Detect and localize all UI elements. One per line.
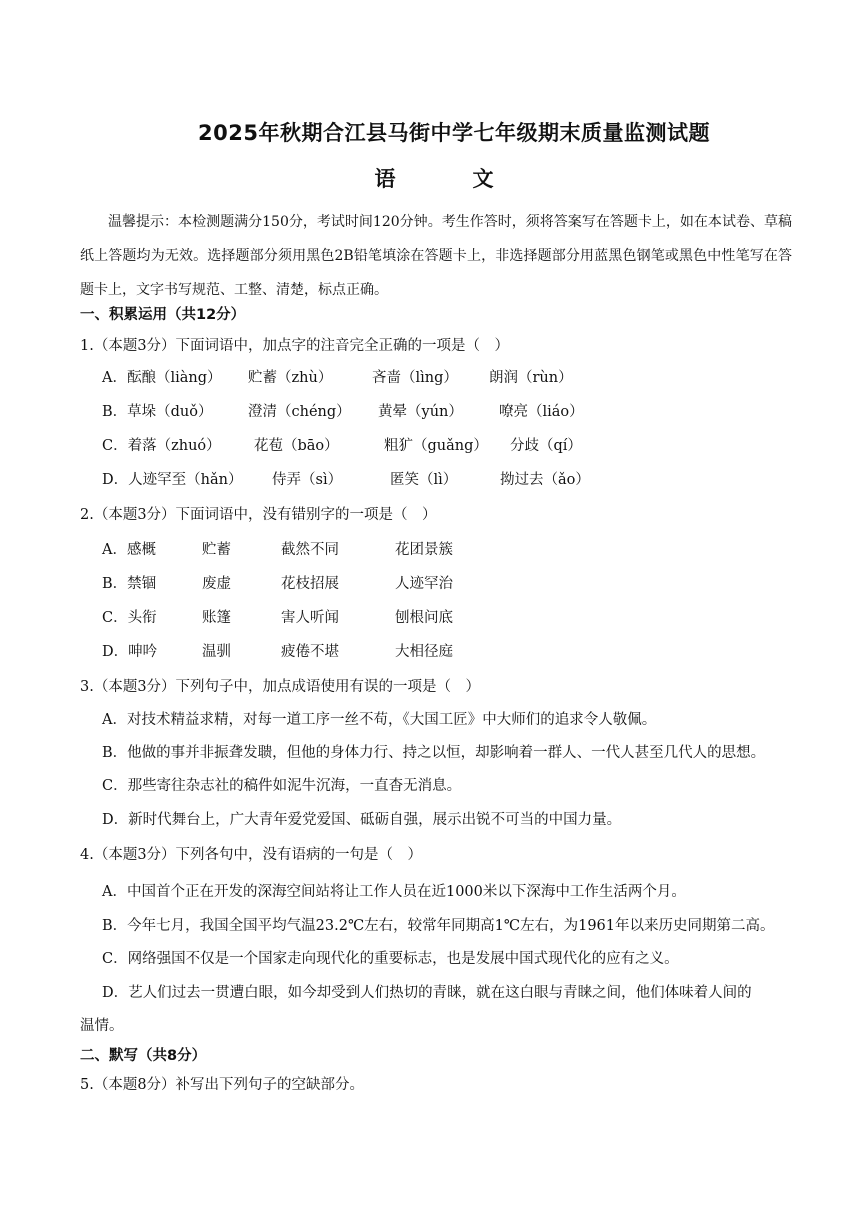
q2-d-3: 疲倦不堪 — [281, 644, 339, 660]
q2-c-1: C．头衔 — [102, 610, 157, 626]
q2-b-2: 废虚 — [202, 576, 231, 592]
q3-option-a: A．对技术精益求精，对每一道工序一丝不苟，《大国工匠》中大师们的追求令人敬佩。 — [102, 712, 657, 728]
q1-a-3: 吝啬（lìng） — [372, 370, 458, 386]
q2-a-3: 截然不同 — [281, 542, 339, 558]
q3-option-c: C．那些寄往杂志社的稿件如泥牛沉海，一直杳无消息。 — [102, 778, 462, 794]
q5-stem: 5.（本题8分）补写出下列句子的空缺部分。 — [80, 1077, 365, 1093]
q1-d-3: 匿笑（lì） — [390, 472, 458, 488]
q2-a-4: 花团景簇 — [395, 542, 453, 558]
q1-stem: 1.（本题3分）下面词语中，加点字的注音完全正确的一项是（ ） — [80, 338, 510, 354]
q4-option-a: A．中国首个正在开发的深海空间站将让工作人员在近1000米以下深海中工作生活两个月。 — [102, 884, 686, 900]
exam-title: 2025年秋期合江县马街中学七年级期末质量监测试题 — [198, 121, 710, 145]
q1-c-2: 花苞（bāo） — [254, 438, 339, 454]
q2-d-2: 温驯 — [202, 644, 231, 660]
q1-a-2: 贮蓄（zhù） — [248, 370, 333, 386]
q2-stem: 2.（本题3分）下面词语中，没有错别字的一项是（ ） — [80, 507, 437, 523]
q1-a-4: 朗润（rùn） — [489, 370, 573, 386]
q2-a-2: 贮蓄 — [202, 542, 231, 558]
q2-a-1: A．感概 — [102, 542, 156, 558]
q1-c-1: C．着落（zhuó） — [102, 438, 221, 454]
q4-option-d: D．艺人们过去一贯遭白眼，如今却受到人们热切的青睐，就在这白眼与青睐之间，他们体味着人间的 — [102, 985, 752, 1001]
q1-d-1: D．人迹罕至（hǎn） — [102, 472, 243, 488]
q1-d-4: 拗过去（ǎo） — [500, 472, 590, 488]
section-2-heading: 二、默写（共8分） — [80, 1048, 207, 1064]
q3-stem: 3.（本题3分）下列句子中，加点成语使用有误的一项是（ ） — [80, 679, 481, 695]
q2-c-3: 害人听闻 — [281, 610, 339, 626]
q1-b-1: B．草垛（duǒ） — [102, 404, 213, 420]
q1-a-1: A．酝酿（liàng） — [102, 370, 222, 386]
q2-c-2: 账篷 — [202, 610, 231, 626]
q4-option-d-cont: 温情。 — [80, 1018, 124, 1034]
q1-b-4: 嘹亮（liáo） — [499, 404, 584, 420]
subject-title: 语 文 — [374, 167, 522, 191]
q3-option-b: B．他做的事并非振聋发聩，但他的身体力行、持之以恒，却影响着一群人、一代人甚至几代人的思想。 — [102, 745, 766, 761]
q3-option-d: D．新时代舞台上，广大青年爱党爱国、砥砺自强，展示出锐不可当的中国力量。 — [102, 812, 622, 828]
q2-b-3: 花枝招展 — [281, 576, 339, 592]
q1-c-3: 粗犷（guǎng） — [384, 438, 488, 454]
q4-option-c: C．网络强国不仅是一个国家走向现代化的重要标志，也是发展中国式现代化的应有之义。 — [102, 951, 679, 967]
q2-d-1: D．呻吟 — [102, 644, 158, 660]
q2-b-4: 人迹罕治 — [395, 576, 453, 592]
q1-b-2: 澄清（chéng） — [248, 404, 351, 420]
q4-option-b: B．今年七月，我国全国平均气温23.2℃左右，较常年同期高1℃左右，为1961年以来历史同期第二高。 — [102, 918, 775, 934]
q2-d-4: 大相径庭 — [395, 644, 453, 660]
instructions: 温馨提示：本检测题满分150分，考试时间120分钟。考生作答时，须将答案写在答题卡上，如在本试卷、草稿纸上答题均为无效。选择题部分须用黑色2B铅笔填涂在答题卡上，非选择题部分用蓝黑色钢笔或黑色中性笔写在答题卡上，文字书写规范、工整、清楚，标点正确。 — [80, 214, 792, 298]
q1-c-4: 分歧（qí） — [510, 438, 582, 454]
section-1-heading: 一、积累运用（共12分） — [80, 307, 246, 323]
q2-c-4: 刨根问底 — [395, 610, 453, 626]
q4-stem: 4.（本题3分）下列各句中，没有语病的一句是（ ） — [80, 847, 423, 863]
q1-d-2: 侍弄（sì） — [272, 472, 343, 488]
q2-b-1: B．禁锢 — [102, 576, 157, 592]
q1-b-3: 黄晕（yún） — [378, 404, 463, 420]
